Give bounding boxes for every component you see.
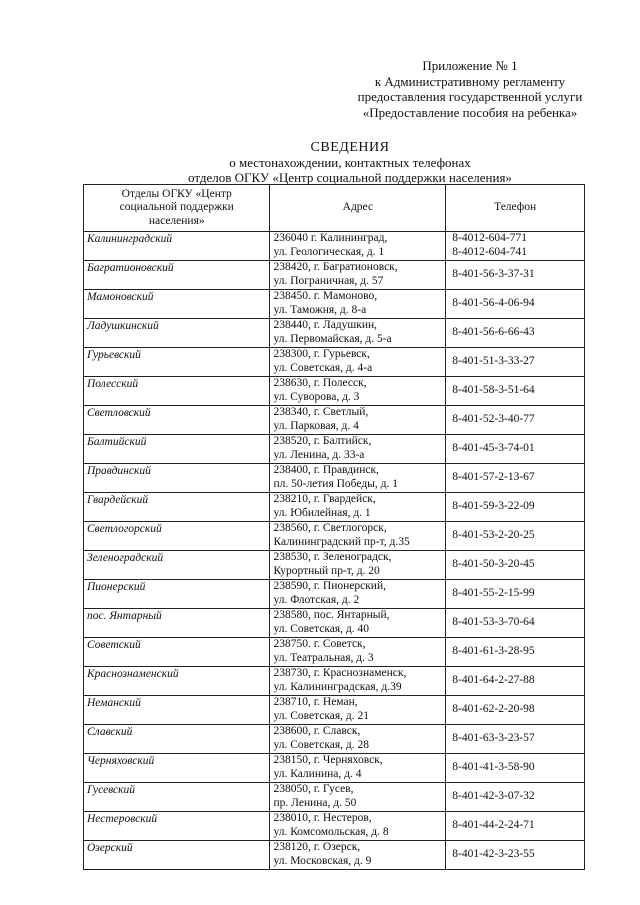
- address-line-city: 238710, г. Неман,: [273, 696, 358, 708]
- address-line-city: 238050, г. Гусев,: [273, 783, 354, 795]
- address-line-street: ул. Пограничная, д. 57: [273, 274, 384, 287]
- phone-cell: [446, 232, 585, 261]
- department-name: Гурьевский: [84, 348, 270, 377]
- table-row: [84, 667, 585, 696]
- address-line-city: 238530, г. Зеленоградск,: [273, 551, 392, 563]
- document-heading: [140, 140, 560, 185]
- table-row: [84, 841, 585, 870]
- address-line-city: 236040 г. Калининград,: [273, 232, 388, 244]
- address-line-street: ул. Советская, д. 21: [273, 709, 370, 722]
- phone-number: 8-401-53-3-70-64: [452, 616, 535, 629]
- appendix-line-4: «Предоставление пособия на ребенка»: [362, 104, 578, 120]
- table-row: [84, 754, 585, 783]
- address-line-city: 238400, г. Правдинск,: [273, 464, 379, 476]
- table-row: [84, 290, 585, 319]
- phone-number: 8-401-63-3-23-57: [452, 732, 535, 745]
- table-row: [84, 638, 585, 667]
- table-row: [84, 812, 585, 841]
- phone-cell: [446, 435, 585, 464]
- address-cell: [270, 812, 446, 841]
- department-name: Зеленоградский: [84, 551, 270, 580]
- address-cell: [270, 232, 446, 261]
- address-line-street: ул. Комсомольская, д. 8: [273, 825, 389, 838]
- department-name: Светлогорский: [84, 522, 270, 551]
- department-name: Балтийский: [84, 435, 270, 464]
- address-cell: [270, 319, 446, 348]
- address-line-street: ул. Советская, д. 40: [273, 622, 370, 635]
- address-cell: [270, 551, 446, 580]
- address-line-street: ул. Геологическая, д. 1: [273, 245, 385, 258]
- address-line-city: 238340, г. Светлый,: [273, 406, 369, 418]
- address-line-street: ул. Советская, д. 4-а: [273, 361, 373, 374]
- phone-number: 8-4012-604-741: [452, 245, 528, 258]
- table-row: [84, 609, 585, 638]
- header-address: Адрес: [270, 185, 446, 232]
- department-name: Светловский: [84, 406, 270, 435]
- department-name: Краснознаменский: [84, 667, 270, 696]
- phone-cell: [446, 812, 585, 841]
- address-line-city: 238630, г. Полесск,: [273, 377, 367, 389]
- department-name: Озерский: [84, 841, 270, 870]
- department-name: Неманский: [84, 696, 270, 725]
- address-cell: [270, 290, 446, 319]
- department-name: Мамоновский: [84, 290, 270, 319]
- phone-cell: [446, 377, 585, 406]
- address-line-city: 238730, г. Краснознаменск,: [273, 667, 407, 679]
- phone-cell: [446, 667, 585, 696]
- department-name: Нестеровский: [84, 812, 270, 841]
- document-subtitle-1: о местонахождении, контактных телефонах: [229, 155, 471, 170]
- phone-cell: [446, 725, 585, 754]
- document-subtitle-2: отделов ОГКУ «Центр социальной поддержки населения»: [188, 170, 512, 185]
- address-cell: [270, 406, 446, 435]
- table-row: [84, 696, 585, 725]
- table-row: [84, 435, 585, 464]
- department-name: Гвардейский: [84, 493, 270, 522]
- address-cell: [270, 696, 446, 725]
- address-line-street: ул. Калининградская, д.39: [273, 680, 402, 693]
- department-name: Гусевский: [84, 783, 270, 812]
- phone-number: 8-401-55-2-15-99: [452, 587, 535, 600]
- phone-cell: [446, 754, 585, 783]
- address-line-street: пл. 50-летия Победы, д. 1: [273, 477, 399, 490]
- address-line-street: ул. Первомайская, д. 5-а: [273, 332, 392, 345]
- department-name: Калининградский: [84, 232, 270, 261]
- phone-cell: [446, 464, 585, 493]
- department-name: Пионерский: [84, 580, 270, 609]
- table-row: [84, 551, 585, 580]
- phone-number: 8-401-56-4-06-94: [452, 297, 535, 310]
- address-line-street: ул. Калинина, д. 4: [273, 767, 362, 780]
- address-cell: [270, 609, 446, 638]
- address-line-street: ул. Суворова, д. 3: [273, 390, 360, 403]
- department-name: Славский: [84, 725, 270, 754]
- phone-cell: [446, 783, 585, 812]
- appendix-line-3: предоставления государственной услуги: [357, 89, 583, 104]
- table-row: [84, 232, 585, 261]
- phone-number: 8-401-52-3-40-77: [452, 413, 535, 426]
- phone-number: 8-401-50-3-20-45: [452, 558, 535, 571]
- address-line-city: 238590, г. Пионерский,: [273, 580, 386, 592]
- offices-table: [83, 184, 585, 870]
- header-phone: Телефон: [446, 185, 585, 232]
- table-row: [84, 406, 585, 435]
- address-cell: [270, 377, 446, 406]
- phone-number: 8-401-42-3-07-32: [452, 790, 535, 803]
- appendix-block: [340, 58, 600, 120]
- phone-number: 8-401-42-3-23-55: [452, 848, 535, 861]
- phone-cell: [446, 609, 585, 638]
- address-line-city: 238420, г. Багратионовск,: [273, 261, 398, 273]
- table-header-row: [84, 185, 585, 232]
- address-line-city: 238520, г. Балтийск,: [273, 435, 372, 447]
- phone-cell: [446, 551, 585, 580]
- address-line-street: ул. Театральная, д. 3: [273, 651, 374, 664]
- table-row: [84, 464, 585, 493]
- address-cell: [270, 261, 446, 290]
- phone-number: 8-401-61-3-28-95: [452, 645, 535, 658]
- address-line-street: ул. Таможня, д. 8-а: [273, 303, 367, 316]
- phone-cell: [446, 696, 585, 725]
- address-line-city: 238210, г. Гвардейск,: [273, 493, 376, 505]
- address-line-city: 238120, г. Озерск,: [273, 841, 361, 853]
- address-cell: [270, 841, 446, 870]
- table-row: [84, 522, 585, 551]
- table-row: [84, 348, 585, 377]
- address-line-city: 238300, г. Гурьевск,: [273, 348, 370, 360]
- table-row: [84, 493, 585, 522]
- phone-cell: [446, 638, 585, 667]
- address-cell: [270, 754, 446, 783]
- department-name: Полесский: [84, 377, 270, 406]
- phone-cell: [446, 522, 585, 551]
- address-cell: [270, 348, 446, 377]
- phone-number: 8-4012-604-771: [452, 232, 528, 244]
- department-name: Правдинский: [84, 464, 270, 493]
- address-line-street: ул. Советская, д. 28: [273, 738, 370, 751]
- phone-cell: [446, 580, 585, 609]
- appendix-line-1: Приложение № 1: [422, 58, 518, 73]
- document-title: СВЕДЕНИЯ: [310, 140, 390, 155]
- address-line-city: 238600, г. Славск,: [273, 725, 361, 737]
- address-cell: [270, 522, 446, 551]
- address-cell: [270, 435, 446, 464]
- address-cell: [270, 638, 446, 667]
- phone-number: 8-401-41-3-58-90: [452, 761, 535, 774]
- address-line-city: 238450. г. Мамоново,: [273, 290, 378, 302]
- address-cell: [270, 464, 446, 493]
- phone-cell: [446, 348, 585, 377]
- department-name: Багратионовский: [84, 261, 270, 290]
- table-row: [84, 377, 585, 406]
- phone-cell: [446, 406, 585, 435]
- appendix-line-2: к Административному регламенту: [374, 73, 566, 89]
- department-name: Советский: [84, 638, 270, 667]
- address-line-street: Курортный пр-т, д. 20: [273, 564, 380, 577]
- phone-number: 8-401-51-3-33-27: [452, 355, 535, 368]
- phone-number: 8-401-64-2-27-88: [452, 674, 535, 687]
- phone-number: 8-401-56-3-37-31: [452, 268, 535, 281]
- header-departments: Отделы ОГКУ «Центр социальной поддержки населения»: [84, 185, 270, 232]
- phone-number: 8-401-59-3-22-09: [452, 500, 535, 513]
- address-cell: [270, 580, 446, 609]
- phone-cell: [446, 493, 585, 522]
- address-cell: [270, 667, 446, 696]
- table-row: [84, 783, 585, 812]
- address-cell: [270, 783, 446, 812]
- address-line-street: ул. Юбилейная, д. 1: [273, 506, 371, 519]
- address-line-street: ул. Парковая, д. 4: [273, 419, 359, 432]
- department-name: Ладушкинский: [84, 319, 270, 348]
- address-line-city: 238750. г. Советск,: [273, 638, 366, 650]
- address-line-street: ул. Флотская, д. 2: [273, 593, 360, 606]
- address-line-street: ул. Московская, д. 9: [273, 854, 372, 867]
- address-line-city: 238440, г. Ладушкин,: [273, 319, 378, 331]
- table-row: [84, 319, 585, 348]
- address-line-street: Калининградский пр-т, д.35: [273, 535, 410, 548]
- address-line-city: 238580, пос. Янтарный,: [273, 609, 390, 621]
- table-row: [84, 580, 585, 609]
- department-name: Черняховский: [84, 754, 270, 783]
- table-row: [84, 725, 585, 754]
- phone-cell: [446, 261, 585, 290]
- phone-cell: [446, 290, 585, 319]
- address-cell: [270, 493, 446, 522]
- department-name: пос. Янтарный: [84, 609, 270, 638]
- phone-number: 8-401-44-2-24-71: [452, 819, 535, 832]
- address-cell: [270, 725, 446, 754]
- phone-number: 8-401-57-2-13-67: [452, 471, 535, 484]
- phone-number: 8-401-58-3-51-64: [452, 384, 535, 397]
- phone-number: 8-401-62-2-20-98: [452, 703, 535, 716]
- phone-number: 8-401-56-6-66-43: [452, 326, 535, 339]
- address-line-street: пр. Ленина, д. 50: [273, 796, 357, 809]
- phone-number: 8-401-45-3-74-01: [452, 442, 535, 455]
- phone-cell: [446, 319, 585, 348]
- phone-number: 8-401-53-2-20-25: [452, 529, 535, 542]
- table-body: [84, 232, 585, 870]
- address-line-city: 238010, г. Нестеров,: [273, 812, 372, 824]
- table-row: [84, 261, 585, 290]
- address-line-city: 238150, г. Черняховск,: [273, 754, 383, 766]
- address-line-city: 238560, г. Светлогорск,: [273, 522, 387, 534]
- address-line-street: ул. Ленина, д. 33-а: [273, 448, 365, 461]
- phone-cell: [446, 841, 585, 870]
